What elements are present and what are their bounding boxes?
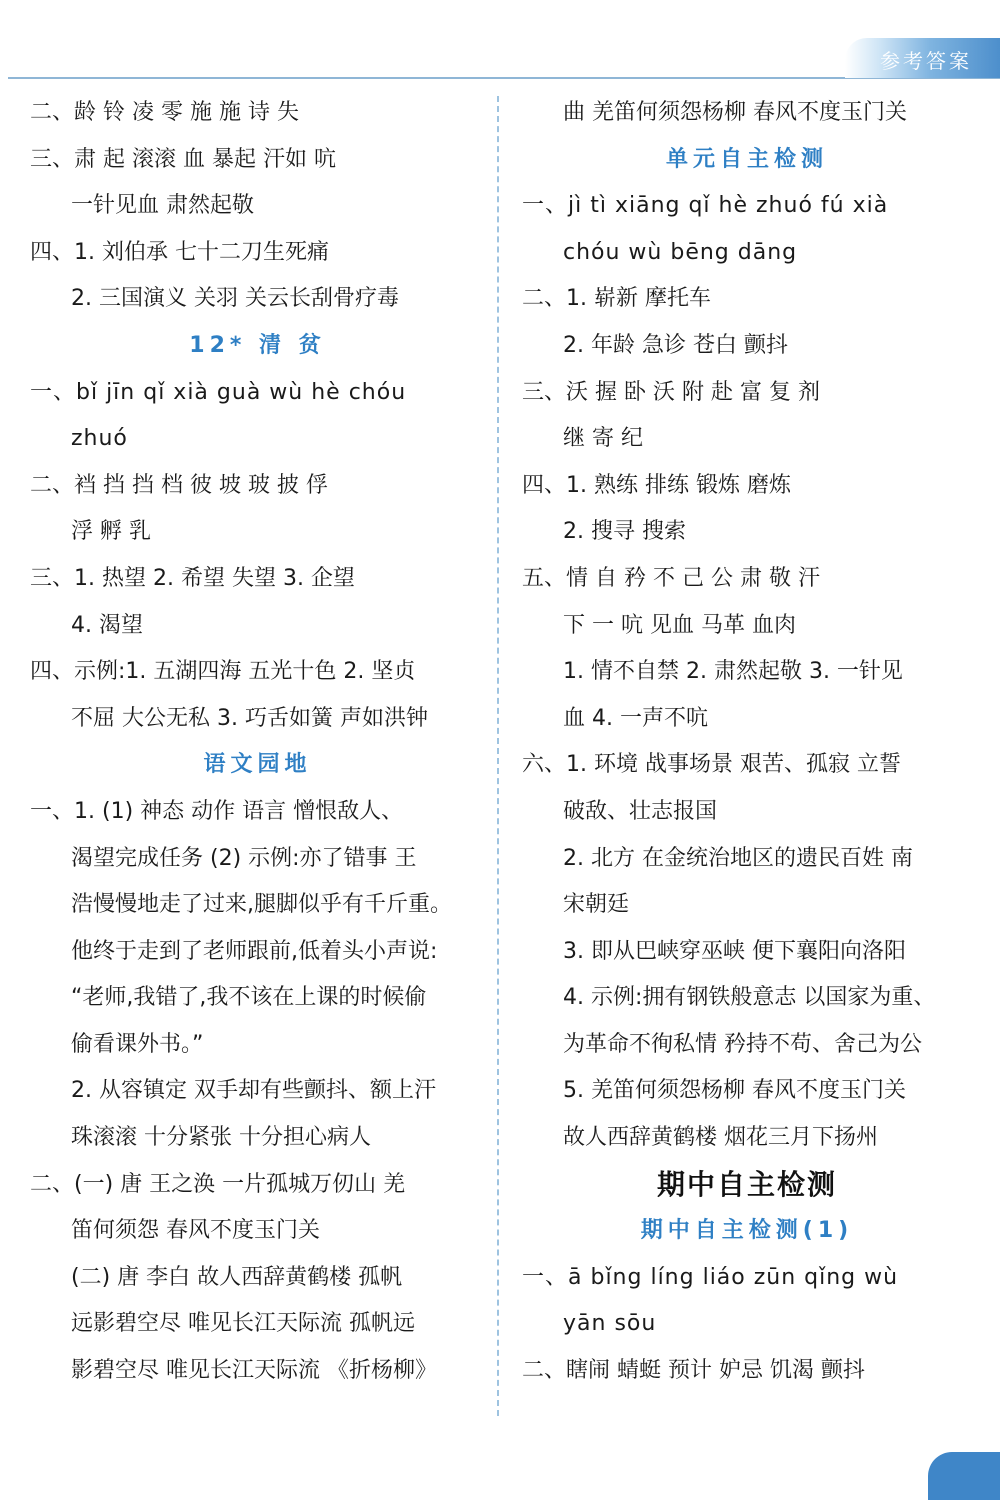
answer-line: 下 一 吭 见血 马革 血肉 [563,612,796,638]
answer-line: 渴望完成任务 (2) 示例:亦了错事 王 [71,845,417,871]
answer-line: 浩慢慢地走了过来,腿脚似乎有千斤重。 [71,892,452,918]
section-heading: 单元自主检测 [665,146,828,172]
answer-line: 二、1. 崭新 摩托车 [522,286,711,312]
section-heading: 12* 清 贫 [189,332,326,358]
pinyin-line: 一、ā bǐng líng liáo zūn qǐng wù [522,1264,899,1290]
pinyin-line: chóu wù bēng dāng [563,239,798,265]
answer-line: 二、裆 挡 挡 档 彼 坡 玻 披 俘 [30,472,328,498]
answer-line: 1. 情不自禁 2. 肃然起敬 3. 一针见 [563,659,903,685]
answer-line: 他终于走到了老师跟前,低着头小声说: [71,938,438,964]
answer-line: (二) 唐 李白 故人西辞黄鹤楼 孤帆 [71,1264,403,1290]
answer-line: 血 4. 一声不吭 [563,705,708,731]
pinyin-line: 一、jì tì xiāng qǐ hè zhuó fú xià [522,193,889,219]
column-divider [497,96,499,1416]
pinyin-line: zhuó [71,426,128,452]
answer-key-label: 参考答案 [880,49,972,73]
answer-line: 四、示例:1. 五湖四海 五光十色 2. 坚贞 [30,659,416,685]
answer-line: 远影碧空尽 唯见长江天际流 孤帆远 [71,1311,415,1337]
answer-line: 笛何须怨 春风不度玉门关 [71,1218,320,1244]
page-corner-tab [928,1452,1000,1500]
answer-line: 4. 渴望 [71,612,143,638]
answer-line: 2. 三国演义 关羽 关云长刮骨疗毒 [71,286,399,312]
pinyin-line: yān sōu [563,1311,657,1337]
answer-line: 一、1. (1) 神态 动作 语言 憎恨敌人、 [30,798,404,824]
answer-line: 四、1. 刘伯承 七十二刀生死痛 [30,239,329,265]
answer-line: 四、1. 熟练 排练 锻炼 磨炼 [522,472,791,498]
right-column [522,90,972,1395]
chapter-heading: 期中自主检测 [656,1167,837,1201]
answer-line: 5. 羌笛何须怨杨柳 春风不度玉门关 [563,1078,906,1104]
answer-line: 三、沃 握 卧 沃 附 赴 富 复 剂 [522,379,820,405]
answer-line: 偷看课外书。” [71,1031,204,1057]
answer-line: 2. 北方 在金统治地区的遗民百姓 南 [563,845,913,871]
answer-line: 浮 孵 乳 [71,519,151,545]
left-column [30,90,485,1395]
answer-line: 继 寄 纪 [563,426,643,452]
answer-line: 3. 即从巴峡穿巫峡 便下襄阳向洛阳 [563,938,906,964]
answer-line: 六、1. 环境 战事场景 艰苦、孤寂 立誓 [522,752,901,778]
answer-line: 破敌、壮志报国 [563,798,718,824]
answer-line: “老师,我错了,我不该在上课的时候偷 [71,985,427,1011]
answer-line: 曲 羌笛何须怨杨柳 春风不度玉门关 [563,100,907,125]
section-heading: 语文园地 [203,752,312,778]
answer-line: 不屈 大公无私 3. 巧舌如簧 声如洪钟 [71,705,428,731]
answer-line: 二、瞎闹 蜻蜓 预计 妒忌 饥渴 颤抖 [522,1358,865,1384]
answer-key-tab [845,38,1000,78]
pinyin-line: 一、bǐ jīn qǐ xià guà wù hè chóu [30,379,407,405]
answer-line: 宋朝廷 [563,892,630,918]
answer-line: 2. 从容镇定 双手却有些颤抖、额上汗 [71,1078,436,1104]
answer-line: 4. 示例:拥有钢铁般意志 以国家为重、 [563,985,936,1011]
answer-line: 2. 年龄 急诊 苍白 颤抖 [563,332,788,358]
answer-line: 二、龄 铃 凌 零 施 施 诗 失 [30,100,299,125]
answer-line: 2. 搜寻 搜索 [563,519,686,545]
answer-line: 五、情 自 矜 不 己 公 肃 敬 汗 [522,565,820,591]
answer-line: 珠滚滚 十分紧张 十分担心病人 [71,1125,371,1151]
answer-line: 故人西辞黄鹤楼 烟花三月下扬州 [563,1125,878,1151]
section-heading: 期中自主检测(1) [640,1218,854,1244]
answer-line: 影碧空尽 唯见长江天际流 《折杨柳》 [71,1358,437,1384]
answer-line: 一针见血 肃然起敬 [71,193,254,219]
answer-line: 二、(一) 唐 王之涣 一片孤城万仞山 羌 [30,1171,406,1197]
answer-line: 为革命不徇私情 矜持不苟、舍己为公 [563,1031,922,1057]
answer-line: 三、肃 起 滚滚 血 暴起 汗如 吭 [30,146,336,172]
answer-line: 三、1. 热望 2. 希望 失望 3. 企望 [30,565,355,591]
